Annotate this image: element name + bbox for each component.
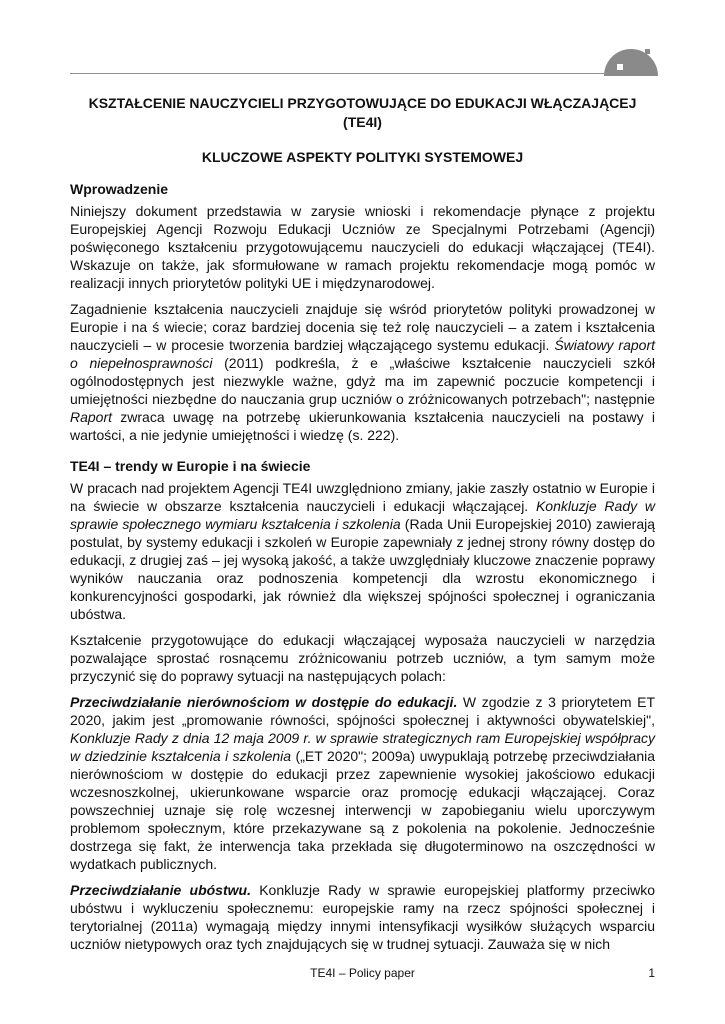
text-run: („ET 2020"; 2009a) uwypuklają potrzebę przeciwdziałania nierównościom w dostępie do edukacji przez zapewnienie wysokiej jakościowo edukacji wczesnoszkolnej, ukierunkowane wsparcie oraz promocję edukacji włączającej. Coraz powszechniej uznaje się rolę wczesnej interwencji w zapobieganiu wielu uporczywym problemom społecznym, które przekazywane są z pokolenia na pokolenie. Jednocześnie dostrzega się fakt, że interwencja taka przekłada się długoterminowo na oszczędności w wydatkach publicznych. <box>70 748 656 872</box>
agency-logo-icon <box>604 49 658 76</box>
text-run: (2011) podkreśla, ż e „właściwe kształcenie nauczycieli szkół ogólnodostępnych jest niezwykle ważne, gdyż ma im zapewnić poczucie kompetencji i umiejętności niezbędne do nauczania grup uczniów o zróżnicowanych potrzebach"; następnie <box>70 355 655 407</box>
footer-text: TE4I – Policy paper <box>310 966 415 980</box>
paragraph <box>70 881 655 953</box>
text-run: Niniejszy dokument przedstawia w zarysie wnioski i rekomendacje płynące z projektu Europejskiej Agencji Rozwoju Edukacji Uczniów ze Specjalnymi Potrzebami (Agencji) poświęconego kształceniu przygotowującemu nauczycieli do edukacji włączającej (TE4I). Wskazuje on także, jak sformułowane w ramach projektu rekomendacje mogą pomóc w realizacji innych priorytetów polityki UE i międzynarodowej. <box>70 203 655 291</box>
paragraph <box>70 479 655 623</box>
paragraph <box>70 631 655 685</box>
document-subtitle: KLUCZOWE ASPEKTY POLITYKI SYSTEMOWEJ <box>201 149 524 165</box>
document-title-line2: (TE4I) <box>343 114 382 130</box>
text-run: Konkluzje Rady w sprawie europejskiej platformy przeciwko ubóstwu i wykluczeniu społecznemu: europejskie ramy na rzecz spójności społecznej i terytorialnej (2011a) wymagają między innymi intensyfikacji wysiłków służących wsparciu uczniów nietypowych oraz tych znajdujących się w trudnej sytuacji. Zauważa się w nich <box>70 882 655 952</box>
text-run: (Rada Unii Europejskiej 2010) zawierają postulat, by systemy edukacji i szkoleń w Europie zapewniały z jednej strony równy dostęp do edukacji, z drugiej zaś – jej wysoką jakość, a także uwzględniały kluczowe znaczenie poprawy wyników nauczania oraz podnoszenia kompetencji dla wzrostu ekonomicznego i konkurencyjności gospodarki, jak również dla większej spójności społecznej i ograniczania ubóstwa. <box>70 516 655 622</box>
text-run: Kształcenie przygotowujące do edukacji włączającej wyposaża nauczycieli w narzędzia pozwalające sprostać rosnącemu zróżnicowaniu potrzeb uczniów, a tym samym może przyczynić się do poprawy sytuacji na następujących polach: <box>70 632 655 684</box>
text-run: zwraca uwagę na potrzebę ukierunkowania kształcenia nauczycieli na postawy i wartości, a nie jedynie umiejętności i wiedzę (s. 222). <box>70 409 655 443</box>
emphasis-text: Konkluzje Rady w sprawie społecznego wymiaru kształcenia i szkolenia <box>70 498 655 532</box>
emphasis-text: Przeciwdziałanie nierównościom w dostępie do edukacji. <box>70 694 458 710</box>
document-body <box>70 94 655 953</box>
emphasis-text: Światowy raport o niepełnosprawności <box>70 337 655 371</box>
paragraph <box>70 300 655 444</box>
emphasis-text: Przeciwdziałanie ubóstwu. <box>70 882 251 898</box>
section-heading: Wprowadzenie <box>70 181 169 197</box>
emphasis-text: Konkluzje Rady z dnia 12 maja 2009 r. w sprawie strategicznych ram Europejskiej współpracy w dziedzinie kształcenia i szkolenia <box>70 730 655 764</box>
document-title <box>70 94 655 132</box>
sections <box>70 180 655 953</box>
document-title-line1: KSZTAŁCENIE NAUCZYCIELI PRZYGOTOWUJĄCE DO EDUKACJI WŁĄCZAJĄCEJ <box>88 95 637 111</box>
page-number: 1 <box>648 966 655 980</box>
text-run: W pracach nad projektem Agencji TE4I uwzględniono zmiany, jakie zaszły ostatnio w Europie i na świecie w obszarze kształcenia nauczycieli i edukacji włączającej. <box>70 480 655 514</box>
text-run: Zagadnienie kształcenia nauczycieli znajduje się wśród priorytetów polityki prowadzonej w Europie i na ś wiecie; coraz bardziej docenia się też rolę nauczycieli – a zatem i kształcenia nauczycieli – w procesie tworzenia bardziej włączającego systemu edukacji. <box>70 301 655 353</box>
paragraph <box>70 202 655 292</box>
emphasis-text: Raport <box>70 409 113 425</box>
text-run: W zgodzie z 3 priorytetem ET 2020, jakim jest „promowanie równości, spójności społecznej i aktywności obywatelskiej", <box>70 694 655 728</box>
section-heading: TE4I – trendy w Europie i na świecie <box>70 458 311 474</box>
header-rule <box>70 73 655 74</box>
paragraph <box>70 693 655 873</box>
